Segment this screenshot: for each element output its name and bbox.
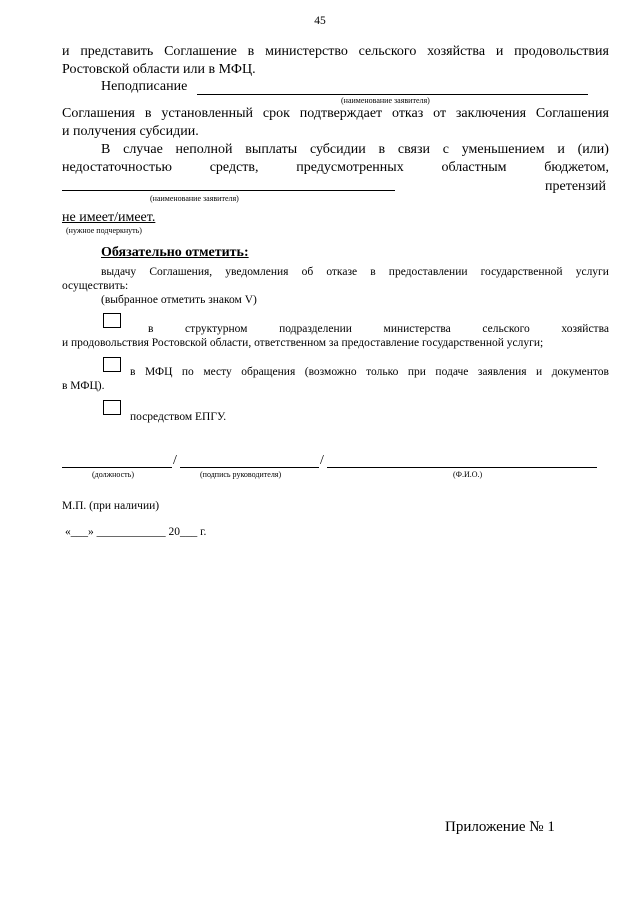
word: в [144, 106, 152, 121]
paragraph-1-line-1 [62, 43, 609, 61]
word: и [536, 366, 543, 378]
word: и [495, 44, 504, 59]
date-day-blank[interactable]: ___ [70, 526, 88, 538]
word: и [62, 44, 70, 59]
word: В [101, 142, 111, 157]
word: срок [262, 106, 290, 121]
word: МФЦ [144, 366, 173, 378]
word: месту [203, 366, 232, 378]
word: отказ [392, 106, 424, 121]
option-2-line-1 [130, 365, 609, 379]
partial-line-2 [62, 159, 609, 177]
word: (или) [577, 142, 609, 157]
page-number: 45 [314, 15, 326, 27]
word: хозяйства [561, 323, 609, 335]
nonsign-line-2: и получения субсидии. [62, 124, 199, 139]
word: при [407, 366, 426, 378]
date-close-quote: » [88, 526, 94, 538]
checkbox-epgu[interactable] [103, 400, 121, 415]
option-1-line-1 [148, 322, 609, 336]
word: представить [80, 44, 154, 59]
date-open-quote: « [65, 526, 71, 538]
word: обращения [241, 366, 296, 378]
word: уведомления [225, 266, 289, 278]
word: предусмотренных [296, 160, 404, 175]
applicant-name-caption-1: (наименование заявителя) [341, 96, 430, 105]
word: в [370, 266, 376, 278]
stamp-note: М.П. (при наличии) [62, 500, 160, 512]
word: Соглашения, [149, 266, 213, 278]
word: сельского [482, 323, 530, 335]
signature-slash-1: / [173, 453, 177, 468]
appendix-title: Приложение № 1 [445, 819, 555, 835]
word: по [181, 366, 194, 378]
word: министерство [265, 44, 348, 59]
word: выдачу [101, 266, 137, 278]
word: подтверждает [299, 106, 383, 121]
word: в [378, 142, 386, 157]
date-year-blank[interactable]: ___ [180, 526, 198, 538]
applicant-name-line-2[interactable] [62, 190, 395, 191]
paragraph-1-line-2: Ростовской области или в МФЦ. [62, 62, 256, 77]
word: выплаты [245, 142, 298, 157]
word: отказе [326, 266, 358, 278]
mark-line-1 [101, 265, 609, 279]
mark-note: (выбранное отметить знаком V) [101, 294, 257, 306]
word: предоставлении [388, 266, 468, 278]
word: заявления [477, 366, 527, 378]
word: с [442, 142, 449, 157]
has-not-has[interactable]: не имеет/имеет. [62, 210, 156, 225]
word: установленный [161, 106, 254, 121]
checkbox-structural-unit[interactable] [103, 313, 121, 328]
checkbox-mfc[interactable] [103, 357, 121, 372]
mark-heading: Обязательно отметить: [101, 245, 249, 260]
date-year-prefix: 20 [168, 526, 180, 538]
word: уменьшением [461, 142, 545, 157]
word: структурном [185, 323, 248, 335]
nonsign-line-1 [62, 105, 609, 123]
word: (возможно [304, 366, 357, 378]
word: средств, [209, 160, 259, 175]
option-1-line-2: и продовольствия Ростовской области, ответственном за предоставление государственной услуги; [62, 337, 544, 349]
word: недостаточностью [62, 160, 172, 175]
option-2-line-2: в МФЦ). [62, 380, 105, 392]
word: Соглашения [62, 106, 135, 121]
word: документов [551, 366, 609, 378]
word: подразделении [279, 323, 352, 335]
word: хозяйства [427, 44, 486, 59]
word: и [557, 142, 565, 157]
word: связи [397, 142, 430, 157]
full-name-line[interactable] [327, 467, 597, 468]
word: неполной [175, 142, 233, 157]
nonsign-label: Неподписание [101, 79, 188, 94]
partial-line-1 [101, 141, 609, 159]
word: в [130, 366, 136, 378]
full-name-caption: (Ф.И.О.) [453, 470, 483, 479]
signature-slash-2: / [320, 453, 324, 468]
date-year-suffix: г. [200, 526, 207, 538]
word: только [366, 366, 399, 378]
signature-line[interactable] [180, 467, 319, 468]
date-month-blank[interactable]: ____________ [96, 526, 166, 538]
claims-word: претензий [545, 179, 607, 194]
word: в [247, 44, 255, 59]
word: продовольствия [514, 44, 609, 59]
word: случае [123, 142, 163, 157]
word: об [301, 266, 314, 278]
word: бюджетом, [544, 160, 609, 175]
mark-line-2: осуществить: [62, 280, 129, 292]
word: государственной [480, 266, 563, 278]
signature-caption: (подпись руководителя) [200, 470, 282, 479]
underline-note: (нужное подчеркнуть) [66, 226, 142, 235]
position-caption: (должность) [92, 470, 134, 479]
date-line[interactable] [65, 525, 206, 539]
applicant-name-line-1[interactable] [197, 94, 588, 95]
word: субсидии [309, 142, 366, 157]
word: министерства [383, 323, 451, 335]
position-line[interactable] [62, 467, 172, 468]
word: областным [441, 160, 507, 175]
word: в [148, 323, 154, 335]
applicant-name-caption-2: (наименование заявителя) [150, 194, 239, 203]
word: Соглашения [535, 106, 609, 121]
word: Соглашение [164, 44, 237, 59]
word: от [433, 106, 447, 121]
word: услуги [575, 266, 609, 278]
word: сельского [358, 44, 417, 59]
word: заключения [455, 106, 527, 121]
option-3-line-1: посредством ЕПГУ. [130, 411, 227, 423]
word: подаче [435, 366, 469, 378]
